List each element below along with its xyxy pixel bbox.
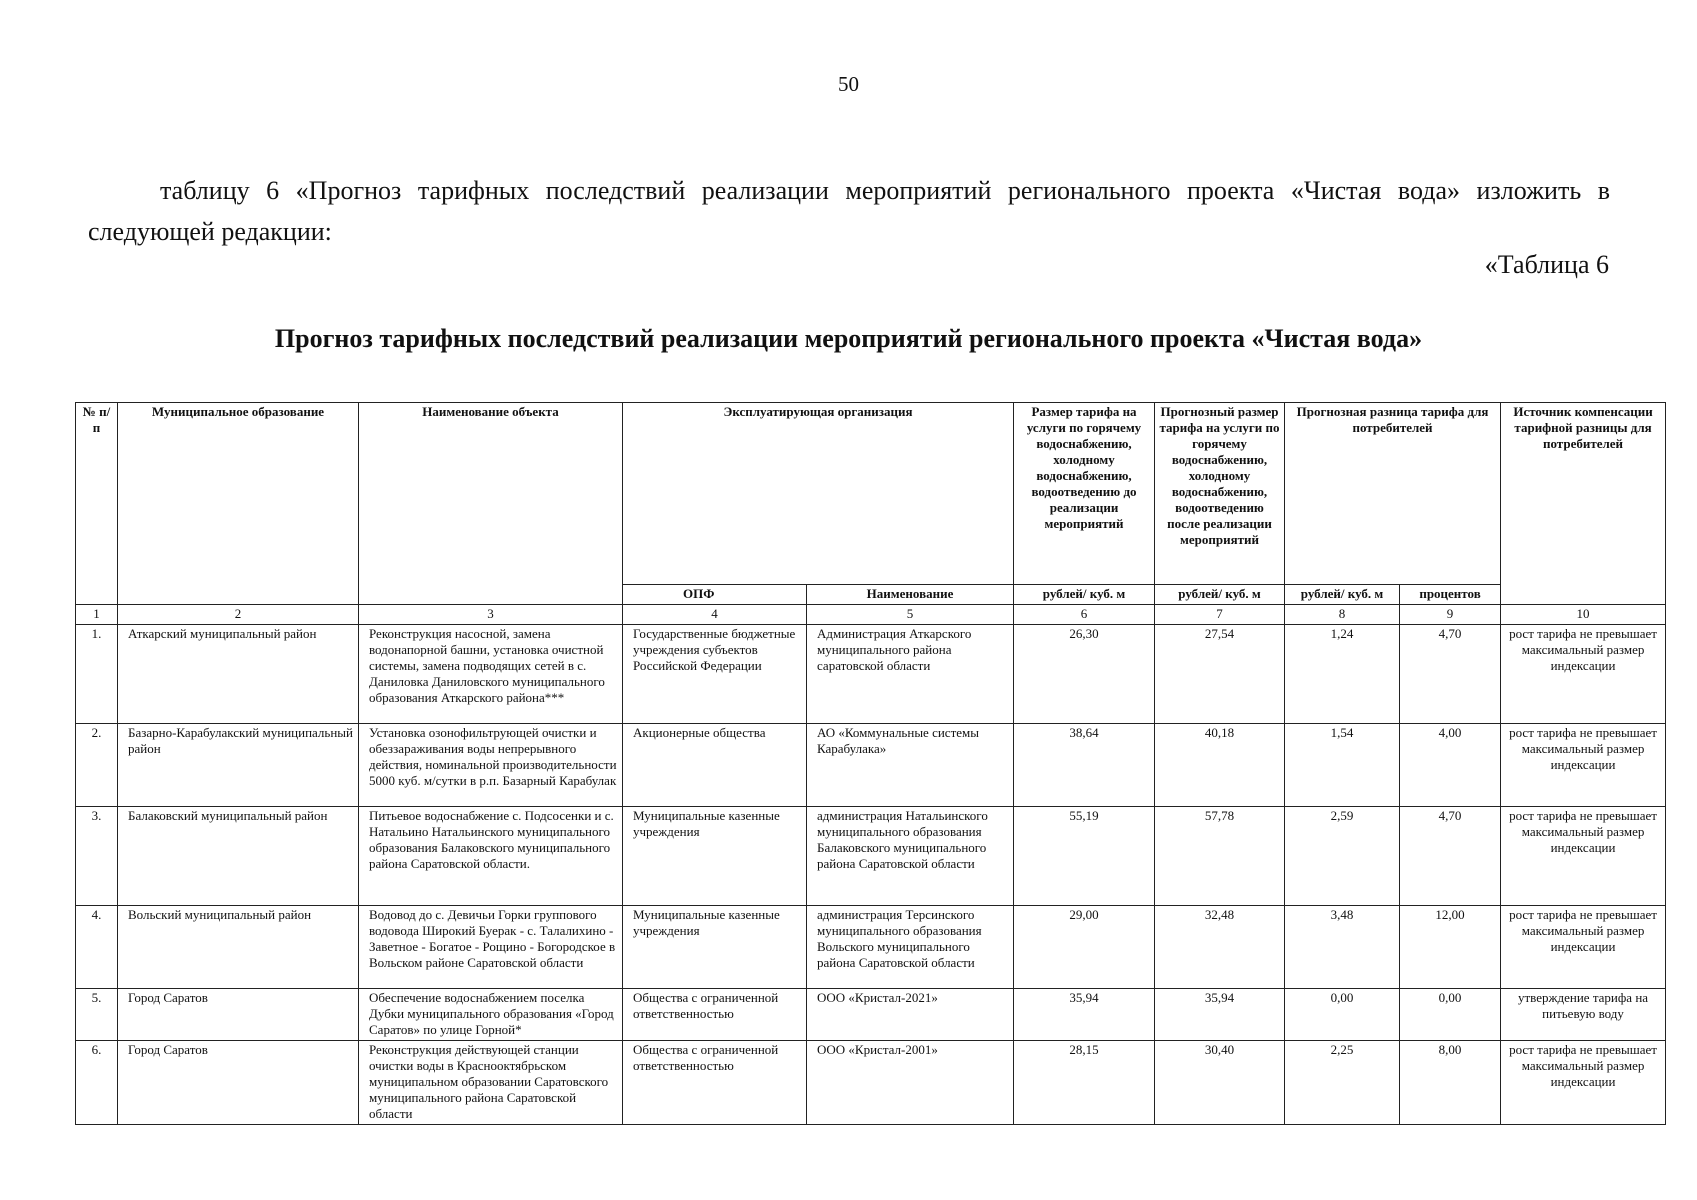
header-opf: ОПФ — [623, 585, 807, 605]
header-difference: Прогнозная разница тарифа для потребителей — [1285, 403, 1501, 585]
header-num: № п/п — [76, 403, 118, 605]
header-object: Наименование объекта — [359, 403, 623, 605]
organization-cell: АО «Коммунальные системы Карабулака» — [807, 724, 1014, 807]
percent-cell: 4,00 — [1400, 724, 1501, 807]
object-cell: Реконструкция насосной, замена водонапорной башни, установка очистной системы, замена подводящих сетей в с. Даниловка Даниловского муниципального образования Аткарского района*** — [359, 625, 623, 724]
tariff-after-cell: 30,40 — [1155, 1041, 1285, 1125]
opf-cell: Акционерные общества — [623, 724, 807, 807]
percent-cell: 0,00 — [1400, 989, 1501, 1041]
column-number: 2 — [118, 605, 359, 625]
header-org-name: Наименование — [807, 585, 1014, 605]
source-cell: утверждение тарифа на питьевую воду — [1501, 989, 1666, 1041]
header-unit-diff: рублей/ куб. м — [1285, 585, 1400, 605]
row-number: 4. — [76, 906, 118, 989]
table-row — [76, 724, 1666, 807]
table-label: «Таблица 6 — [1484, 250, 1609, 279]
percent-cell: 12,00 — [1400, 906, 1501, 989]
opf-cell: Общества с ограниченной ответственностью — [623, 1041, 807, 1125]
opf-cell: Муниципальные казенные учреждения — [623, 807, 807, 906]
organization-cell: Администрация Аткарского муниципального района саратовской области — [807, 625, 1014, 724]
column-number: 1 — [76, 605, 118, 625]
row-number: 5. — [76, 989, 118, 1041]
table-title: Прогноз тарифных последствий реализации мероприятий регионального проекта «Чистая вода» — [274, 324, 1423, 353]
column-number: 6 — [1014, 605, 1155, 625]
difference-cell: 1,54 — [1285, 724, 1400, 807]
tariff-after-cell: 57,78 — [1155, 807, 1285, 906]
header-unit-before: рублей/ куб. м — [1014, 585, 1155, 605]
municipality-cell: Город Саратов — [118, 989, 359, 1041]
header-tariff-after: Прогнозный размер тарифа на услуги по горячему водоснабжению, холодному водоснабжению, водоотведению после реализации мероприятий — [1155, 403, 1285, 585]
tariff-before-cell: 55,19 — [1014, 807, 1155, 906]
header-unit-after: рублей/ куб. м — [1155, 585, 1285, 605]
tariff-before-cell: 29,00 — [1014, 906, 1155, 989]
percent-cell: 8,00 — [1400, 1041, 1501, 1125]
row-number: 2. — [76, 724, 118, 807]
header-tariff-before: Размер тарифа на услуги по горячему водоснабжению, холодному водоснабжению, водоотведению до реализации мероприятий — [1014, 403, 1155, 585]
organization-cell: ООО «Кристал-2001» — [807, 1041, 1014, 1125]
tariff-after-cell: 27,54 — [1155, 625, 1285, 724]
table-row — [76, 625, 1666, 724]
object-cell: Водовод до с. Девичьи Горки группового водовода Широкий Буерак - с. Талалихино - Заветное - Богатое - Рощино - Богородское в Вольском районе Саратовской области — [359, 906, 623, 989]
percent-cell: 4,70 — [1400, 807, 1501, 906]
column-number: 7 — [1155, 605, 1285, 625]
tariff-before-cell: 38,64 — [1014, 724, 1155, 807]
municipality-cell: Базарно-Карабулакский муниципальный район — [118, 724, 359, 807]
row-number: 6. — [76, 1041, 118, 1125]
header-source: Источник компенсации тарифной разницы для потребителей — [1501, 403, 1666, 605]
source-cell: рост тарифа не превышает максимальный размер индексации — [1501, 807, 1666, 906]
difference-cell: 2,59 — [1285, 807, 1400, 906]
row-number: 1. — [76, 625, 118, 724]
tariff-after-cell: 40,18 — [1155, 724, 1285, 807]
table-row — [76, 807, 1666, 906]
difference-cell: 2,25 — [1285, 1041, 1400, 1125]
source-cell: рост тарифа не превышает максимальный размер индексации — [1501, 1041, 1666, 1125]
row-number: 3. — [76, 807, 118, 906]
municipality-cell: Вольский муниципальный район — [118, 906, 359, 989]
source-cell: рост тарифа не превышает максимальный размер индексации — [1501, 724, 1666, 807]
column-number: 4 — [623, 605, 807, 625]
object-cell: Реконструкция действующей станции очистки воды в Краснооктябрьском муниципальном образовании Саратовского муниципального района Саратовской области — [359, 1041, 623, 1125]
object-cell: Установка озонофильтрующей очистки и обеззараживания воды непрерывного действия, номинальной производительности 5000 куб. м/сутки в р.п. Базарный Карабулак — [359, 724, 623, 807]
header-operator: Эксплуатирующая организация — [623, 403, 1014, 585]
municipality-cell: Город Саратов — [118, 1041, 359, 1125]
tariff-before-cell: 28,15 — [1014, 1041, 1155, 1125]
intro-paragraph: таблицу 6 «Прогноз тарифных последствий реализации мероприятий регионального проекта «Чистая вода» изложить в следующей редакции: — [88, 176, 1610, 246]
tariff-before-cell: 26,30 — [1014, 625, 1155, 724]
table-row — [76, 906, 1666, 989]
municipality-cell: Балаковский муниципальный район — [118, 807, 359, 906]
column-number: 10 — [1501, 605, 1666, 625]
header-municipality: Муниципальное образование — [118, 403, 359, 605]
difference-cell: 1,24 — [1285, 625, 1400, 724]
tariff-forecast-table — [75, 402, 1666, 1125]
tariff-after-cell: 32,48 — [1155, 906, 1285, 989]
column-number: 3 — [359, 605, 623, 625]
percent-cell: 4,70 — [1400, 625, 1501, 724]
organization-cell: ООО «Кристал-2021» — [807, 989, 1014, 1041]
municipality-cell: Аткарский муниципальный район — [118, 625, 359, 724]
source-cell: рост тарифа не превышает максимальный размер индексации — [1501, 906, 1666, 989]
column-number: 8 — [1285, 605, 1400, 625]
column-number: 9 — [1400, 605, 1501, 625]
organization-cell: администрация Терсинского муниципального образования Вольского муниципального района Саратовской области — [807, 906, 1014, 989]
page-number: 50 — [838, 72, 859, 96]
table-row — [76, 1041, 1666, 1125]
tariff-before-cell: 35,94 — [1014, 989, 1155, 1041]
opf-cell: Государственные бюджетные учреждения субъектов Российской Федерации — [623, 625, 807, 724]
object-cell: Питьевое водоснабжение с. Подсосенки и с. Натальино Натальинского муниципального образования Балаковского муниципального района Саратовской области. — [359, 807, 623, 906]
header-percent: процентов — [1400, 585, 1501, 605]
table-row — [76, 989, 1666, 1041]
difference-cell: 3,48 — [1285, 906, 1400, 989]
column-number: 5 — [807, 605, 1014, 625]
object-cell: Обеспечение водоснабжением поселка Дубки муниципального образования «Город Саратов» по улице Горной* — [359, 989, 623, 1041]
tariff-after-cell: 35,94 — [1155, 989, 1285, 1041]
opf-cell: Общества с ограниченной ответственностью — [623, 989, 807, 1041]
source-cell: рост тарифа не превышает максимальный размер индексации — [1501, 625, 1666, 724]
opf-cell: Муниципальные казенные учреждения — [623, 906, 807, 989]
organization-cell: администрация Натальинского муниципального образования Балаковского муниципального района Саратовской области — [807, 807, 1014, 906]
difference-cell: 0,00 — [1285, 989, 1400, 1041]
